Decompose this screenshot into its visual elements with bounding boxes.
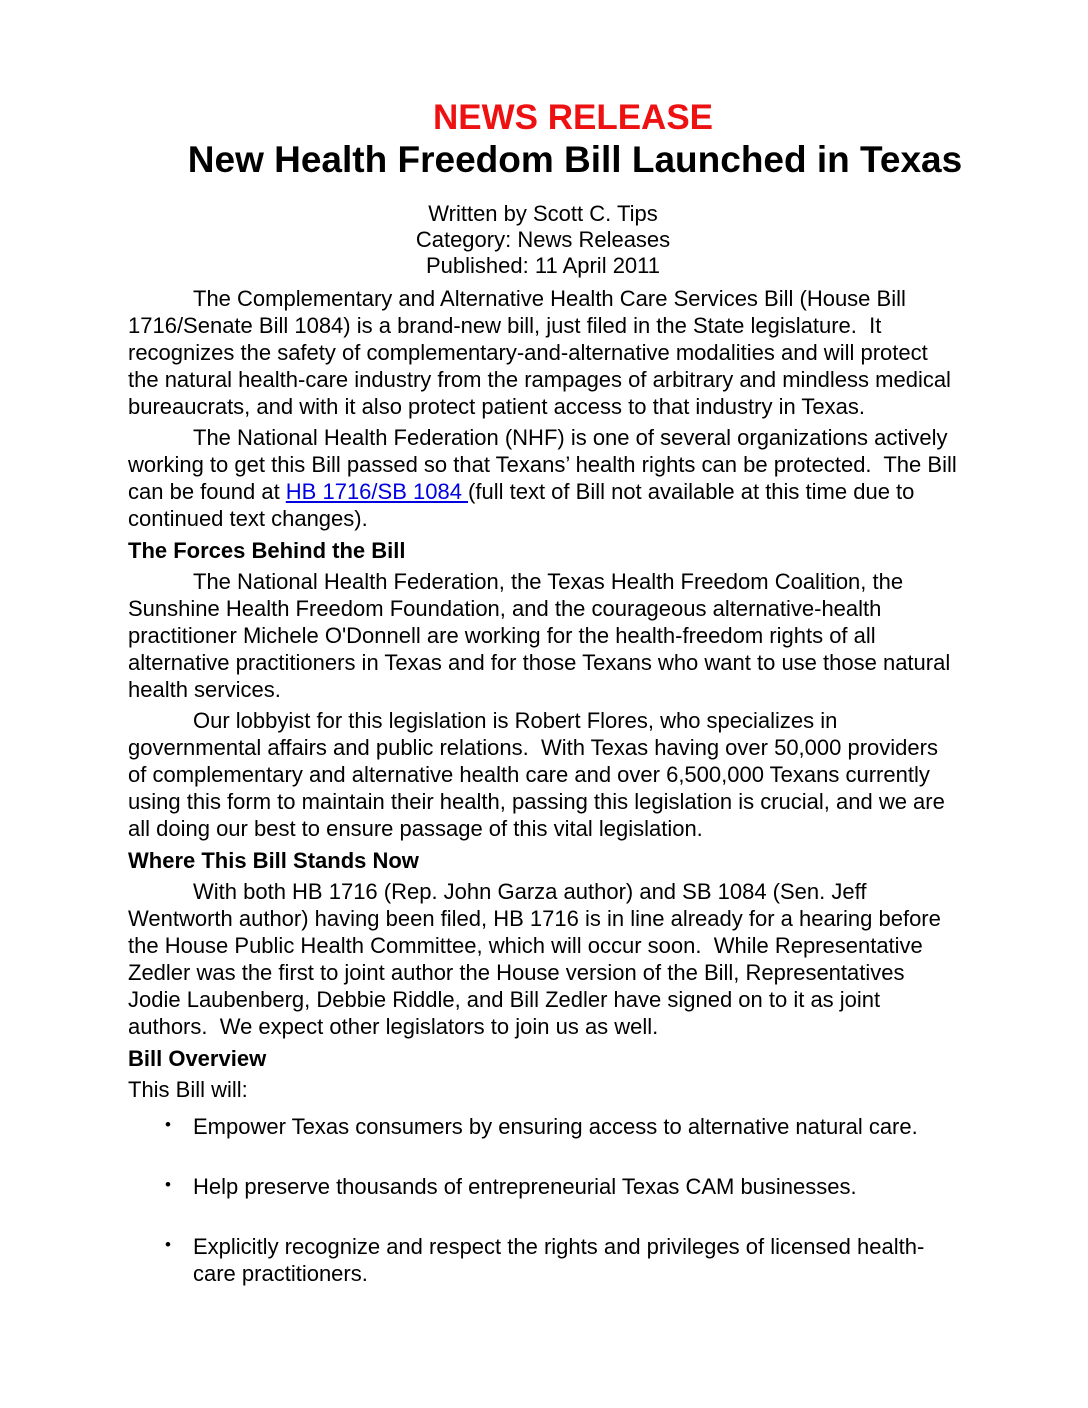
section-heading-forces: The Forces Behind the Bill bbox=[128, 538, 406, 563]
list-item: • Empower Texas consumers by ensuring access to alternative natural care. bbox=[128, 1113, 958, 1140]
bill-will-line: This Bill will: bbox=[128, 1077, 248, 1102]
section-heading-stands: Where This Bill Stands Now bbox=[128, 848, 419, 873]
list-item: • Help preserve thousands of entrepreneurial Texas CAM businesses. bbox=[128, 1173, 958, 1200]
section-heading-overview: Bill Overview bbox=[128, 1046, 267, 1071]
paragraph-forces: The National Health Federation, the Texas Health Freedom Coalition, the Sunshine Health Freedom Foundation, and the courageous alternative-health practitioner Michele O'Donnell are working for the health-freedom rights of all alternative practitioners in Texas and for those Texans who want to use those natural health services. bbox=[128, 569, 957, 702]
paragraph-intro-bill: The Complementary and Alternative Health Care Services Bill (House Bill 1716/Senate Bill 1084) is a brand-new bill, just filed in the State legislature. It recognizes the safety of complementary-and-alternative modalities and will protect the natural health-care industry from the rampages of arbitrary and mindless medical bureaucrats, and with it also protect patient access to that industry in Texas. bbox=[128, 286, 958, 419]
document-title: New Health Freedom Bill Launched in Texas bbox=[187, 139, 963, 180]
paragraph-nhf-after-link: (full text of Bill not available at this time due to continued text changes). bbox=[128, 479, 921, 531]
paragraph-nhf-before-link: The National Health Federation (NHF) is one of several organizations actively working to get this Bill passed so that Texans’ health rights can be protected. The Bill can be found at bbox=[128, 425, 963, 504]
hb1716-sb1084-link[interactable]: HB 1716/SB 1084 bbox=[285, 479, 469, 504]
article-meta bbox=[128, 201, 958, 279]
byline: Written by Scott C. Tips bbox=[428, 201, 658, 226]
list-item: • Explicitly recognize and respect the rights and privileges of licensed health-care practitioners. bbox=[128, 1233, 958, 1287]
paragraph-nhf bbox=[128, 424, 963, 532]
bill-overview-list bbox=[128, 1113, 958, 1287]
news-release-kicker: NEWS RELEASE bbox=[432, 98, 714, 137]
paragraph-lobbyist: Our lobbyist for this legislation is Robert Flores, who specializes in governmental affairs and public relations. With Texas having over 50,000 providers of complementary and alternative health care and over 6,500,000 Texans currently using this form to maintain their health, passing this legislation is crucial, and we are all doing our best to ensure passage of this vital legislation. bbox=[128, 708, 951, 841]
article-body bbox=[128, 285, 963, 1287]
category-line: Category: News Releases bbox=[415, 227, 671, 252]
published-line: Published: 11 April 2011 bbox=[425, 253, 661, 278]
paragraph-stands: With both HB 1716 (Rep. John Garza author) and SB 1084 (Sen. Jeff Wentworth author) having been filed, HB 1716 is in line already for a hearing before the House Public Health Committee, which will occur soon. While Representative Zedler was the first to joint author the House version of the Bill, Representatives Jodie Laubenberg, Debbie Riddle, and Bill Zedler have signed on to it as joint authors. We expect other legislators to join us as well. bbox=[128, 879, 947, 1039]
